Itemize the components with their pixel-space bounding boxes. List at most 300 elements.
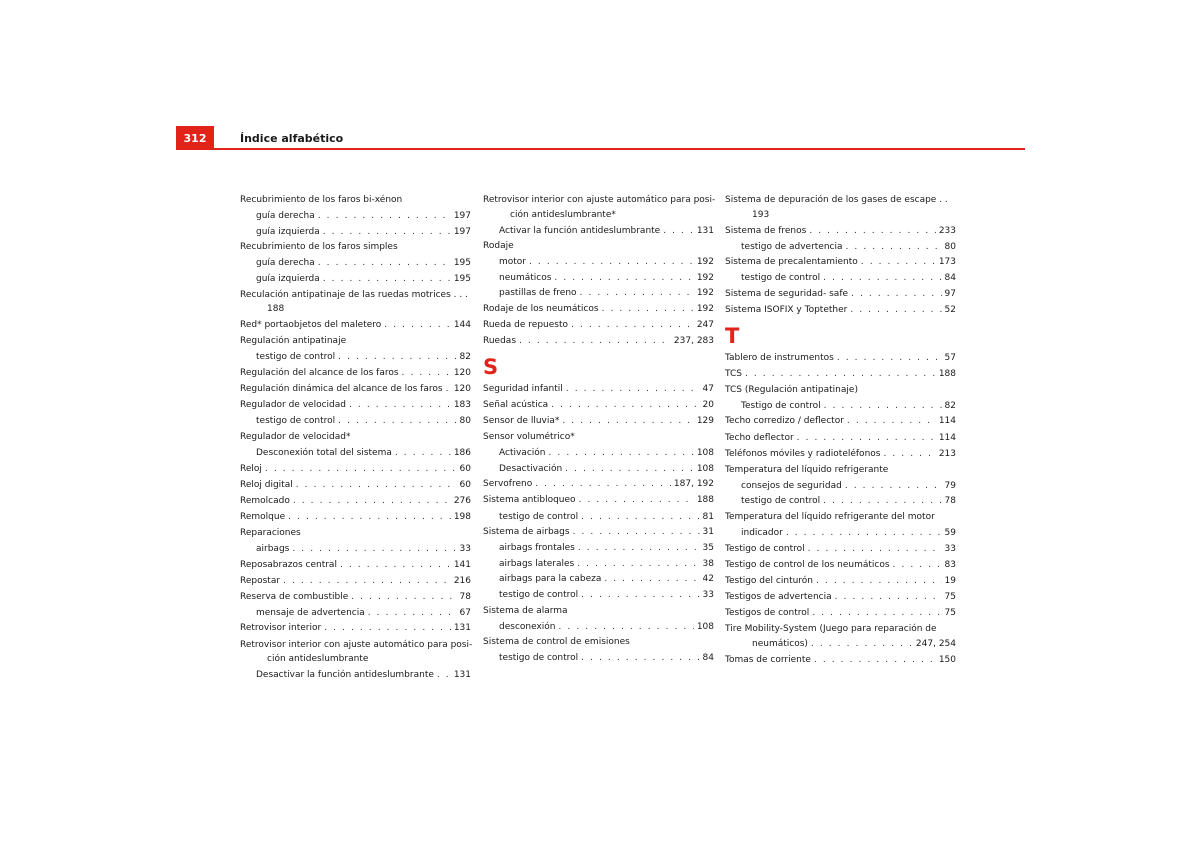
- index-entry: [725, 590, 956, 605]
- section-letter: T: [725, 323, 740, 348]
- entry-term-continued: neumáticos): [752, 638, 808, 649]
- entry-row: [483, 239, 714, 254]
- index-entry: [725, 447, 956, 462]
- entry-pages: 188: [267, 304, 285, 315]
- page-number: 312: [176, 126, 214, 148]
- entry-row: [240, 225, 471, 240]
- dot-leader: [837, 351, 942, 366]
- dot-leader: [823, 271, 941, 286]
- entry-term: Recubrimiento de los faros simples: [240, 242, 398, 253]
- entry-term: consejos de seguridad: [741, 480, 842, 491]
- dot-leader: [296, 478, 457, 493]
- dot-leader: [437, 668, 451, 683]
- index-subentry: [483, 651, 714, 666]
- entry-term: Sistema de airbags: [483, 527, 570, 538]
- entry-row: [725, 414, 956, 429]
- entry-term: airbags: [256, 543, 290, 554]
- entry-row: [725, 351, 956, 366]
- entry-row: [240, 382, 471, 397]
- entry-pages: 75: [944, 608, 956, 619]
- entry-pages: 81: [702, 511, 714, 522]
- entry-pages: 35: [702, 543, 714, 554]
- entry-pages: 80: [459, 416, 471, 427]
- entry-term: Sistema de seguridad- safe: [725, 288, 849, 299]
- index-entry: [483, 604, 714, 619]
- entry-term-continued: ción antideslumbrante: [267, 654, 369, 665]
- entry-pages: 192: [696, 304, 714, 315]
- entry-pages: 33: [702, 589, 714, 600]
- entry-row: [725, 447, 956, 462]
- entry-pages: 114: [938, 432, 956, 443]
- entry-row: [240, 558, 471, 573]
- entry-row: [483, 224, 714, 239]
- entry-pages: 131: [453, 623, 471, 634]
- entry-term: Sistema de control de emisiones: [483, 637, 630, 648]
- entry-row: [240, 526, 471, 541]
- dot-leader: [265, 462, 457, 477]
- entry-row: [483, 286, 714, 301]
- dot-leader: [573, 525, 700, 540]
- index-entry: [483, 193, 714, 222]
- entry-pages: 197: [453, 211, 471, 222]
- entry-term: testigo de control: [499, 653, 579, 664]
- entry-term: TCS: [725, 368, 742, 379]
- section-letter: S: [483, 354, 499, 379]
- index-entry: [240, 494, 471, 509]
- entry-term: Reposabrazos central: [240, 559, 337, 570]
- entry-row: [483, 398, 714, 413]
- entry-row: [725, 224, 956, 239]
- page-header: [176, 126, 1025, 150]
- index-subentry: [240, 446, 471, 461]
- dot-leader: [349, 398, 451, 413]
- entry-term: Retrovisor interior con ajuste automático para posi-: [240, 639, 473, 650]
- dot-leader: [519, 334, 671, 349]
- entry-pages: 84: [944, 273, 956, 284]
- entry-pages: 150: [938, 654, 956, 665]
- entry-pages: 31: [702, 527, 714, 538]
- index-entry: [240, 574, 471, 589]
- dot-leader: [893, 558, 942, 573]
- index-subentry: [240, 606, 471, 621]
- index-entry: [240, 334, 471, 349]
- entry-pages: 83: [944, 559, 956, 570]
- index-entry: [240, 510, 471, 525]
- entry-term: Activación: [499, 448, 546, 459]
- entry-term: Red* portaobjetos del maletero: [240, 320, 382, 331]
- dot-leader: [340, 558, 451, 573]
- dot-leader: [551, 398, 699, 413]
- dot-leader: [883, 447, 935, 462]
- dot-leader: [663, 224, 694, 239]
- index-subentry: [725, 479, 956, 494]
- entry-row: [483, 318, 714, 333]
- index-subentry: [483, 255, 714, 270]
- index-subentry: [725, 526, 956, 541]
- entry-pages: 131: [453, 670, 471, 681]
- entry-row: [240, 350, 471, 365]
- dot-leader: [579, 493, 694, 508]
- entry-row: [240, 494, 471, 509]
- entry-pages: 67: [459, 607, 471, 618]
- index-entry: [240, 193, 471, 208]
- entry-term: Sistema ISOFIX y Toptether: [725, 305, 848, 316]
- entry-pages: 198: [453, 511, 471, 522]
- index-entry: [240, 462, 471, 477]
- index-entry: [483, 398, 714, 413]
- entry-pages: 78: [459, 591, 471, 602]
- index-subentry: [240, 225, 471, 240]
- index-entry: [483, 382, 714, 397]
- entry-term: Temperatura del líquido refrigerante del motor: [725, 512, 935, 522]
- entry-row: [483, 651, 714, 666]
- entry-pages: 78: [944, 496, 956, 507]
- index-entry: [725, 542, 956, 557]
- index-entry: [725, 367, 956, 382]
- entry-pages: 108: [696, 463, 714, 474]
- entry-row: [483, 302, 714, 317]
- dot-leader: [351, 590, 456, 605]
- entry-row: [725, 479, 956, 494]
- dot-leader: [824, 399, 942, 414]
- entry-pages: 114: [938, 416, 956, 427]
- entry-term: Testigo del cinturón: [725, 575, 814, 586]
- entry-row: [483, 382, 714, 397]
- dot-leader: [581, 510, 699, 525]
- entry-term: Temperatura del líquido refrigerante: [725, 464, 889, 475]
- index-entry: [240, 621, 471, 636]
- entry-row: [240, 193, 471, 208]
- entry-term: Remolcado: [240, 495, 290, 506]
- index-subentry: [240, 668, 471, 683]
- entry-row: [240, 510, 471, 525]
- entry-row: [240, 334, 471, 349]
- entry-pages: 192: [696, 288, 714, 299]
- entry-term: Reparaciones: [240, 527, 301, 538]
- entry-term: Sistema de alarma: [483, 605, 568, 616]
- dot-leader: [293, 494, 451, 509]
- entry-row: [240, 574, 471, 589]
- entry-pages: 173: [938, 257, 956, 268]
- entry-row: [725, 606, 956, 621]
- index-subentry: [483, 462, 714, 477]
- entry-pages: 97: [944, 288, 956, 299]
- dot-leader: [786, 526, 942, 541]
- entry-row: [725, 653, 956, 668]
- entry-term: Tomas de corriente: [725, 654, 811, 665]
- entry-row: [725, 383, 956, 398]
- index-entry: [240, 382, 471, 397]
- index-entry: [240, 590, 471, 605]
- entry-term: Testigo de control: [741, 400, 821, 411]
- entry-row: [240, 240, 471, 255]
- entry-term: testigo de control: [256, 352, 336, 363]
- entry-pages: 108: [696, 621, 714, 632]
- entry-pages: 276: [453, 495, 471, 506]
- entry-term: Sistema de frenos: [725, 225, 807, 236]
- entry-row: [483, 588, 714, 603]
- entry-term: Regulador de velocidad*: [240, 431, 351, 442]
- entry-pages: 75: [944, 591, 956, 602]
- entry-pages: 129: [696, 415, 714, 426]
- entry-row: [240, 478, 471, 493]
- entry-pages: 188: [696, 495, 714, 506]
- entry-term: airbags para la cabeza: [499, 574, 602, 585]
- entry-pages: 195: [453, 273, 471, 284]
- entry-pages: 141: [453, 559, 471, 570]
- entry-term: Desconexión total del sistema: [256, 447, 392, 458]
- dot-leader: [580, 286, 694, 301]
- index-entry: [240, 526, 471, 541]
- entry-term: Servofreno: [483, 479, 533, 490]
- index-entry: [483, 525, 714, 540]
- dot-leader: [535, 477, 671, 492]
- entry-pages: 247: [696, 320, 714, 331]
- entry-row: [483, 557, 714, 572]
- entry-term: guía derecha: [256, 258, 315, 269]
- entry-row: [725, 574, 956, 589]
- dot-leader: [861, 255, 936, 270]
- entry-row: [483, 271, 714, 286]
- index-entry: [725, 463, 956, 478]
- entry-pages: 233: [938, 225, 956, 236]
- index-subentry: [725, 399, 956, 414]
- entry-term: Repostar: [240, 575, 281, 586]
- entry-row: [483, 525, 714, 540]
- index-entry: [725, 255, 956, 270]
- dot-leader: [808, 542, 942, 557]
- entry-pages: 192: [696, 257, 714, 268]
- dot-leader: [338, 350, 456, 365]
- index-column-2: [483, 193, 714, 667]
- entry-term: Reloj: [240, 463, 262, 474]
- entry-term: Regulación dinámica del alcance de los faros: [240, 384, 443, 395]
- entry-term: Sistema antibloqueo: [483, 495, 576, 506]
- entry-term: Regulación antipatinaje: [240, 336, 347, 347]
- entry-pages: 57: [944, 352, 956, 363]
- entry-row: [240, 446, 471, 461]
- dot-leader: [809, 224, 935, 239]
- entry-term: Techo corredizo / deflector: [725, 416, 844, 427]
- entry-term: airbags laterales: [499, 558, 575, 569]
- entry-row: [483, 430, 714, 445]
- dot-leader: [812, 606, 941, 621]
- entry-row: [240, 398, 471, 413]
- entry-pages: 183: [453, 400, 471, 411]
- entry-term: Remolque: [240, 511, 286, 522]
- dot-leader: [318, 256, 451, 271]
- entry-term: Testigo de control de los neumáticos: [725, 559, 890, 570]
- dot-leader: [851, 287, 942, 302]
- dot-leader: [554, 271, 693, 286]
- dot-leader: [850, 303, 941, 318]
- entry-row: [483, 255, 714, 270]
- entry-pages: 82: [944, 400, 956, 411]
- index-entry: [483, 414, 714, 429]
- entry-row: [725, 271, 956, 286]
- index-subentry: [483, 224, 714, 239]
- entry-pages: 52: [944, 305, 956, 316]
- entry-row: [483, 635, 714, 650]
- entry-pages: 80: [944, 241, 956, 252]
- dot-leader: [811, 637, 913, 652]
- index-entry: [725, 414, 956, 429]
- index-subentry: [483, 557, 714, 572]
- entry-term: Desactivar la función antideslumbrante: [256, 670, 434, 681]
- dot-leader: [529, 255, 694, 270]
- entry-term: Seguridad infantil: [483, 383, 563, 394]
- entry-term: Reloj digital: [240, 479, 293, 490]
- entry-term: Sensor de lluvia*: [483, 415, 560, 426]
- index-subentry: [240, 414, 471, 429]
- entry-row: [725, 367, 956, 382]
- entry-row: [483, 510, 714, 525]
- entry-row: [240, 209, 471, 224]
- entry-term: Señal acústica: [483, 399, 549, 410]
- entry-term: Recubrimiento de los faros bi-xénon: [240, 195, 403, 205]
- dot-leader: [745, 367, 936, 382]
- index-entry: [240, 638, 471, 667]
- entry-term: testigo de control: [256, 416, 336, 427]
- entry-row: [725, 287, 956, 302]
- entry-term: Retrovisor interior con ajuste automático para posi-: [483, 195, 716, 205]
- entry-term: Testigos de control: [725, 608, 810, 619]
- dot-leader: [559, 620, 694, 635]
- entry-term: indicador: [741, 528, 783, 539]
- index-subentry: [483, 446, 714, 461]
- entry-row: [240, 256, 471, 271]
- entry-row: [483, 414, 714, 429]
- index-entry: [240, 430, 471, 445]
- entry-pages: 247, 254: [915, 638, 956, 649]
- entry-row: [483, 572, 714, 587]
- dot-leader: [814, 653, 936, 668]
- index-subentry: [483, 620, 714, 635]
- entry-term: Sistema de depuración de los gases de escape . .: [725, 195, 948, 205]
- entry-row: [725, 637, 956, 652]
- entry-row: [483, 446, 714, 461]
- entry-row: [240, 606, 471, 621]
- entry-pages: 42: [702, 574, 714, 585]
- entry-term: Testigos de advertencia: [725, 591, 832, 602]
- entry-term: Activar la función antideslumbrante: [499, 225, 661, 236]
- entry-term: Tablero de instrumentos: [725, 352, 834, 363]
- entry-pages: 188: [938, 368, 956, 379]
- entry-row: [725, 303, 956, 318]
- entry-row: [725, 399, 956, 414]
- index-entry: [483, 635, 714, 650]
- entry-row: [483, 541, 714, 556]
- dot-leader: [604, 572, 699, 587]
- entry-term: Ruedas: [483, 336, 517, 347]
- dot-leader: [797, 431, 936, 446]
- entry-row: [240, 621, 471, 636]
- entry-pages: 131: [696, 225, 714, 236]
- entry-term: Sistema de precalentamiento: [725, 257, 858, 268]
- index-entry: [725, 510, 956, 525]
- index-entry: [725, 622, 956, 651]
- index-entry: [483, 318, 714, 333]
- dot-leader: [577, 557, 699, 572]
- entry-pages: 213: [938, 448, 956, 459]
- entry-pages: 84: [702, 653, 714, 664]
- dot-leader: [368, 606, 457, 621]
- dot-leader: [288, 510, 451, 525]
- entry-pages: 59: [944, 528, 956, 539]
- entry-term: pastillas de freno: [499, 288, 577, 299]
- index-column-1: [240, 193, 471, 684]
- dot-leader: [823, 494, 941, 509]
- entry-row: [240, 272, 471, 287]
- entry-term-continued: ción antideslumbrante*: [510, 209, 616, 220]
- dot-leader: [571, 318, 694, 333]
- entry-row: [240, 590, 471, 605]
- entry-term: testigo de control: [741, 273, 821, 284]
- entry-term: airbags frontales: [499, 543, 575, 554]
- dot-leader: [835, 590, 942, 605]
- index-entry: [725, 383, 956, 398]
- entry-row: [240, 430, 471, 445]
- entry-pages: 197: [453, 226, 471, 237]
- index-entry: [483, 302, 714, 317]
- entry-pages: 20: [702, 399, 714, 410]
- entry-pages: 186: [453, 447, 471, 458]
- entry-term: guía izquierda: [256, 273, 320, 284]
- entry-term: Reculación antipatinaje de las ruedas motrices . . .: [240, 289, 468, 300]
- index-entry: [725, 431, 956, 446]
- index-subentry: [240, 350, 471, 365]
- entry-term: Reserva de combustible: [240, 591, 349, 602]
- entry-row: [483, 604, 714, 619]
- dot-leader: [846, 240, 942, 255]
- index-subentry: [483, 572, 714, 587]
- index-subentry: [483, 271, 714, 286]
- entry-term: Retrovisor interior: [240, 623, 322, 634]
- entry-pages: 187, 192: [673, 479, 714, 490]
- entry-row: [725, 542, 956, 557]
- entry-pages: 33: [459, 543, 471, 554]
- page-title: Índice alfabético: [240, 132, 344, 145]
- dot-leader: [562, 414, 693, 429]
- entry-row: [725, 510, 956, 525]
- entry-term: neumáticos: [499, 272, 552, 283]
- entry-term: guía derecha: [256, 211, 315, 222]
- index-subentry: [483, 510, 714, 525]
- entry-term: testigo de control: [499, 511, 579, 522]
- header-rule: [176, 148, 1025, 150]
- entry-term: Rodaje: [483, 241, 514, 252]
- index-entry: [240, 366, 471, 381]
- index-entry: [483, 493, 714, 508]
- index-entry: [483, 477, 714, 492]
- index-entry: [483, 430, 714, 445]
- dot-leader: [446, 382, 451, 397]
- entry-pages: 144: [453, 320, 471, 331]
- index-column-3: [725, 193, 956, 669]
- index-entry: [725, 193, 956, 222]
- entry-term: Regulador de velocidad: [240, 400, 346, 411]
- entry-term: testigo de control: [499, 589, 579, 600]
- entry-pages: 120: [453, 384, 471, 395]
- index-subentry: [240, 209, 471, 224]
- entry-term: Techo deflector: [725, 432, 794, 443]
- entry-term: Desactivación: [499, 463, 563, 474]
- entry-row: [240, 414, 471, 429]
- dot-leader: [402, 366, 451, 381]
- entry-pages: 216: [453, 575, 471, 586]
- index-entry: [725, 574, 956, 589]
- entry-pages: 60: [459, 479, 471, 490]
